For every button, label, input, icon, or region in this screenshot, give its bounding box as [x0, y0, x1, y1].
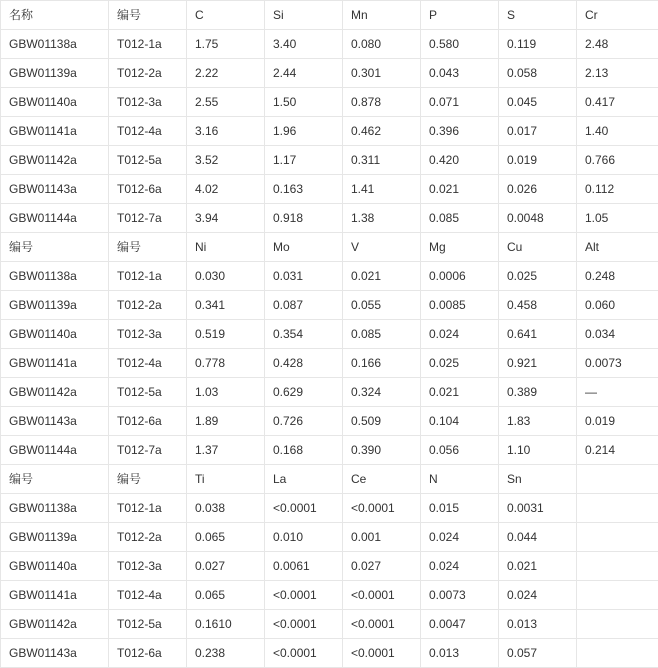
header-cell: 编号	[1, 233, 109, 262]
header-cell: P	[421, 1, 499, 30]
table-cell: 1.03	[187, 378, 265, 407]
table-row	[1, 262, 658, 291]
table-cell: 1.37	[187, 436, 265, 465]
table-cell: T012-5a	[109, 146, 187, 175]
table-cell: 0.119	[499, 30, 577, 59]
table-cell: 0.918	[265, 204, 343, 233]
table-row	[1, 494, 658, 523]
table-row	[1, 610, 658, 639]
table-cell: 0.034	[577, 320, 658, 349]
table-row	[1, 378, 658, 407]
table-cell: T012-5a	[109, 378, 187, 407]
table-cell: 1.17	[265, 146, 343, 175]
table-cell: 0.462	[343, 117, 421, 146]
table-cell: T012-2a	[109, 291, 187, 320]
table-cell: 0.024	[421, 523, 499, 552]
table-cell: 0.921	[499, 349, 577, 378]
table-cell: 1.40	[577, 117, 658, 146]
table-cell: 0.044	[499, 523, 577, 552]
table-cell: 0.0047	[421, 610, 499, 639]
table-cell: T012-1a	[109, 494, 187, 523]
table-cell: 0.0073	[421, 581, 499, 610]
header-cell: V	[343, 233, 421, 262]
header-cell: Sn	[499, 465, 577, 494]
table-cell: 1.83	[499, 407, 577, 436]
header-cell: Mn	[343, 1, 421, 30]
table-cell: 0.060	[577, 291, 658, 320]
table-cell: T012-3a	[109, 88, 187, 117]
table-cell: 0.0085	[421, 291, 499, 320]
header-cell: S	[499, 1, 577, 30]
table-cell: T012-6a	[109, 175, 187, 204]
table-cell: GBW01138a	[1, 262, 109, 291]
table-cell: 0.248	[577, 262, 658, 291]
table-cell: T012-4a	[109, 581, 187, 610]
table-cell: 0.778	[187, 349, 265, 378]
table-cell: <0.0001	[265, 639, 343, 668]
table-cell: T012-3a	[109, 552, 187, 581]
table-cell: T012-1a	[109, 262, 187, 291]
table-cell: T012-2a	[109, 523, 187, 552]
table-cell: 0.021	[499, 552, 577, 581]
table-cell: GBW01142a	[1, 610, 109, 639]
table-cell: GBW01140a	[1, 88, 109, 117]
table-cell: 0.013	[499, 610, 577, 639]
table-cell: GBW01143a	[1, 407, 109, 436]
table-cell: 0.056	[421, 436, 499, 465]
header-cell: Ni	[187, 233, 265, 262]
table-cell: 2.48	[577, 30, 658, 59]
table-row	[1, 523, 658, 552]
table-cell: GBW01143a	[1, 639, 109, 668]
header-cell: La	[265, 465, 343, 494]
table-cell: 0.024	[421, 320, 499, 349]
table-cell: T012-7a	[109, 436, 187, 465]
table-cell	[577, 639, 658, 668]
table-row	[1, 146, 658, 175]
table-cell: 0.396	[421, 117, 499, 146]
header-row	[1, 465, 658, 494]
table-cell: 1.75	[187, 30, 265, 59]
table-row	[1, 349, 658, 378]
table-cell: T012-3a	[109, 320, 187, 349]
table-cell: 0.001	[343, 523, 421, 552]
table-row	[1, 320, 658, 349]
table-cell: 0.214	[577, 436, 658, 465]
table-cell: <0.0001	[265, 494, 343, 523]
table-cell: 0.509	[343, 407, 421, 436]
header-cell: Alt	[577, 233, 658, 262]
table-row	[1, 407, 658, 436]
table-cell: GBW01144a	[1, 204, 109, 233]
table-cell: GBW01139a	[1, 59, 109, 88]
header-cell: 编号	[109, 465, 187, 494]
table-cell: 0.065	[187, 523, 265, 552]
table-cell: 0.104	[421, 407, 499, 436]
table-cell: 0.085	[421, 204, 499, 233]
table-row	[1, 581, 658, 610]
table-cell: 0.389	[499, 378, 577, 407]
table-cell: 0.0061	[265, 552, 343, 581]
table-cell: GBW01140a	[1, 320, 109, 349]
table-cell: GBW01141a	[1, 117, 109, 146]
table-row	[1, 117, 658, 146]
table-cell: 4.02	[187, 175, 265, 204]
table-cell: 0.027	[187, 552, 265, 581]
table-cell: 0.080	[343, 30, 421, 59]
table-cell: GBW01142a	[1, 378, 109, 407]
table-cell: —	[577, 378, 658, 407]
header-cell: Ce	[343, 465, 421, 494]
table-cell: 0.726	[265, 407, 343, 436]
table-cell: 0.641	[499, 320, 577, 349]
table-cell: 1.50	[265, 88, 343, 117]
table-cell: 2.55	[187, 88, 265, 117]
table-cell: 0.0006	[421, 262, 499, 291]
table-cell: 0.238	[187, 639, 265, 668]
table-cell: GBW01139a	[1, 291, 109, 320]
table-cell: 3.94	[187, 204, 265, 233]
table-cell: 0.311	[343, 146, 421, 175]
table-cell: T012-4a	[109, 349, 187, 378]
table-cell	[577, 610, 658, 639]
header-cell: 编号	[1, 465, 109, 494]
table-cell: T012-6a	[109, 407, 187, 436]
table-cell: 0.390	[343, 436, 421, 465]
table-cell: GBW01139a	[1, 523, 109, 552]
table-cell: 0.071	[421, 88, 499, 117]
table-cell: 2.22	[187, 59, 265, 88]
table-cell: 0.1610	[187, 610, 265, 639]
table-cell: GBW01143a	[1, 175, 109, 204]
table-cell: 0.112	[577, 175, 658, 204]
table-cell: 0.013	[421, 639, 499, 668]
table-cell: 0.019	[577, 407, 658, 436]
table-cell: 0.087	[265, 291, 343, 320]
header-row	[1, 233, 658, 262]
table-cell: 0.015	[421, 494, 499, 523]
header-cell: Cu	[499, 233, 577, 262]
table-cell: <0.0001	[343, 494, 421, 523]
table-cell: 2.13	[577, 59, 658, 88]
table-cell: 0.168	[265, 436, 343, 465]
table-cell: 0.021	[421, 378, 499, 407]
table-cell: 0.055	[343, 291, 421, 320]
table-cell: 0.031	[265, 262, 343, 291]
table-cell: 1.05	[577, 204, 658, 233]
table-cell: 1.10	[499, 436, 577, 465]
table-cell: 0.0048	[499, 204, 577, 233]
table-cell: 0.026	[499, 175, 577, 204]
table-cell: GBW01144a	[1, 436, 109, 465]
table-cell: 0.580	[421, 30, 499, 59]
table-cell: 0.0031	[499, 494, 577, 523]
table-cell: 0.766	[577, 146, 658, 175]
table-cell: 3.16	[187, 117, 265, 146]
table-row	[1, 59, 658, 88]
header-cell: 编号	[109, 233, 187, 262]
table-cell: T012-7a	[109, 204, 187, 233]
header-cell: 名称	[1, 1, 109, 30]
table-cell: 0.428	[265, 349, 343, 378]
table-cell: 0.025	[499, 262, 577, 291]
table-cell: 0.324	[343, 378, 421, 407]
table-cell	[577, 523, 658, 552]
table-cell: 0.045	[499, 88, 577, 117]
table-cell	[577, 552, 658, 581]
table-row	[1, 291, 658, 320]
table-cell: <0.0001	[265, 610, 343, 639]
table-cell: GBW01141a	[1, 349, 109, 378]
table-cell: <0.0001	[343, 639, 421, 668]
table-row	[1, 30, 658, 59]
table-cell: GBW01138a	[1, 30, 109, 59]
table-cell: 0.043	[421, 59, 499, 88]
table-cell: 1.96	[265, 117, 343, 146]
table-cell: 0.027	[343, 552, 421, 581]
table-cell: T012-6a	[109, 639, 187, 668]
table-row	[1, 639, 658, 668]
header-cell: Ti	[187, 465, 265, 494]
table-cell: 0.057	[499, 639, 577, 668]
table-cell: 0.024	[499, 581, 577, 610]
table-cell: 0.010	[265, 523, 343, 552]
table-cell: GBW01142a	[1, 146, 109, 175]
table-row	[1, 204, 658, 233]
table-cell: 0.166	[343, 349, 421, 378]
table-row	[1, 552, 658, 581]
table-cell: GBW01138a	[1, 494, 109, 523]
table-cell: 0.017	[499, 117, 577, 146]
table-row	[1, 175, 658, 204]
table-cell: GBW01140a	[1, 552, 109, 581]
header-cell: C	[187, 1, 265, 30]
table-cell: <0.0001	[265, 581, 343, 610]
header-cell: Cr	[577, 1, 658, 30]
header-row	[1, 1, 658, 30]
table-cell: 2.44	[265, 59, 343, 88]
table-cell	[577, 581, 658, 610]
table-cell: 0.0073	[577, 349, 658, 378]
table-cell: T012-4a	[109, 117, 187, 146]
table-row	[1, 88, 658, 117]
table-row	[1, 436, 658, 465]
table-cell: 0.417	[577, 88, 658, 117]
table-body	[1, 1, 658, 668]
table-cell: 0.085	[343, 320, 421, 349]
table-cell: T012-1a	[109, 30, 187, 59]
table-cell: 0.878	[343, 88, 421, 117]
table-cell: 0.354	[265, 320, 343, 349]
table-cell: 0.301	[343, 59, 421, 88]
table-cell: 0.024	[421, 552, 499, 581]
table-cell: 0.030	[187, 262, 265, 291]
table-cell: 1.41	[343, 175, 421, 204]
table-cell: 0.629	[265, 378, 343, 407]
table-cell: 0.058	[499, 59, 577, 88]
table-cell: 3.40	[265, 30, 343, 59]
table-cell: GBW01141a	[1, 581, 109, 610]
table-cell: 0.021	[421, 175, 499, 204]
table-cell: 0.341	[187, 291, 265, 320]
table-cell: T012-2a	[109, 59, 187, 88]
header-cell	[577, 465, 658, 494]
table-cell: 0.038	[187, 494, 265, 523]
table-cell: 1.38	[343, 204, 421, 233]
header-cell: Si	[265, 1, 343, 30]
table-cell: T012-5a	[109, 610, 187, 639]
table-cell: <0.0001	[343, 581, 421, 610]
table-cell: 0.458	[499, 291, 577, 320]
table-cell: 0.163	[265, 175, 343, 204]
table-cell: 0.025	[421, 349, 499, 378]
table-cell: 0.065	[187, 581, 265, 610]
table-cell: 1.89	[187, 407, 265, 436]
table-cell: 0.019	[499, 146, 577, 175]
header-cell: Mg	[421, 233, 499, 262]
table-cell: 0.021	[343, 262, 421, 291]
table-cell: 0.420	[421, 146, 499, 175]
header-cell: 编号	[109, 1, 187, 30]
table-cell: 3.52	[187, 146, 265, 175]
header-cell: Mo	[265, 233, 343, 262]
table-cell: 0.519	[187, 320, 265, 349]
header-cell: N	[421, 465, 499, 494]
table-cell	[577, 494, 658, 523]
table-cell: <0.0001	[343, 610, 421, 639]
